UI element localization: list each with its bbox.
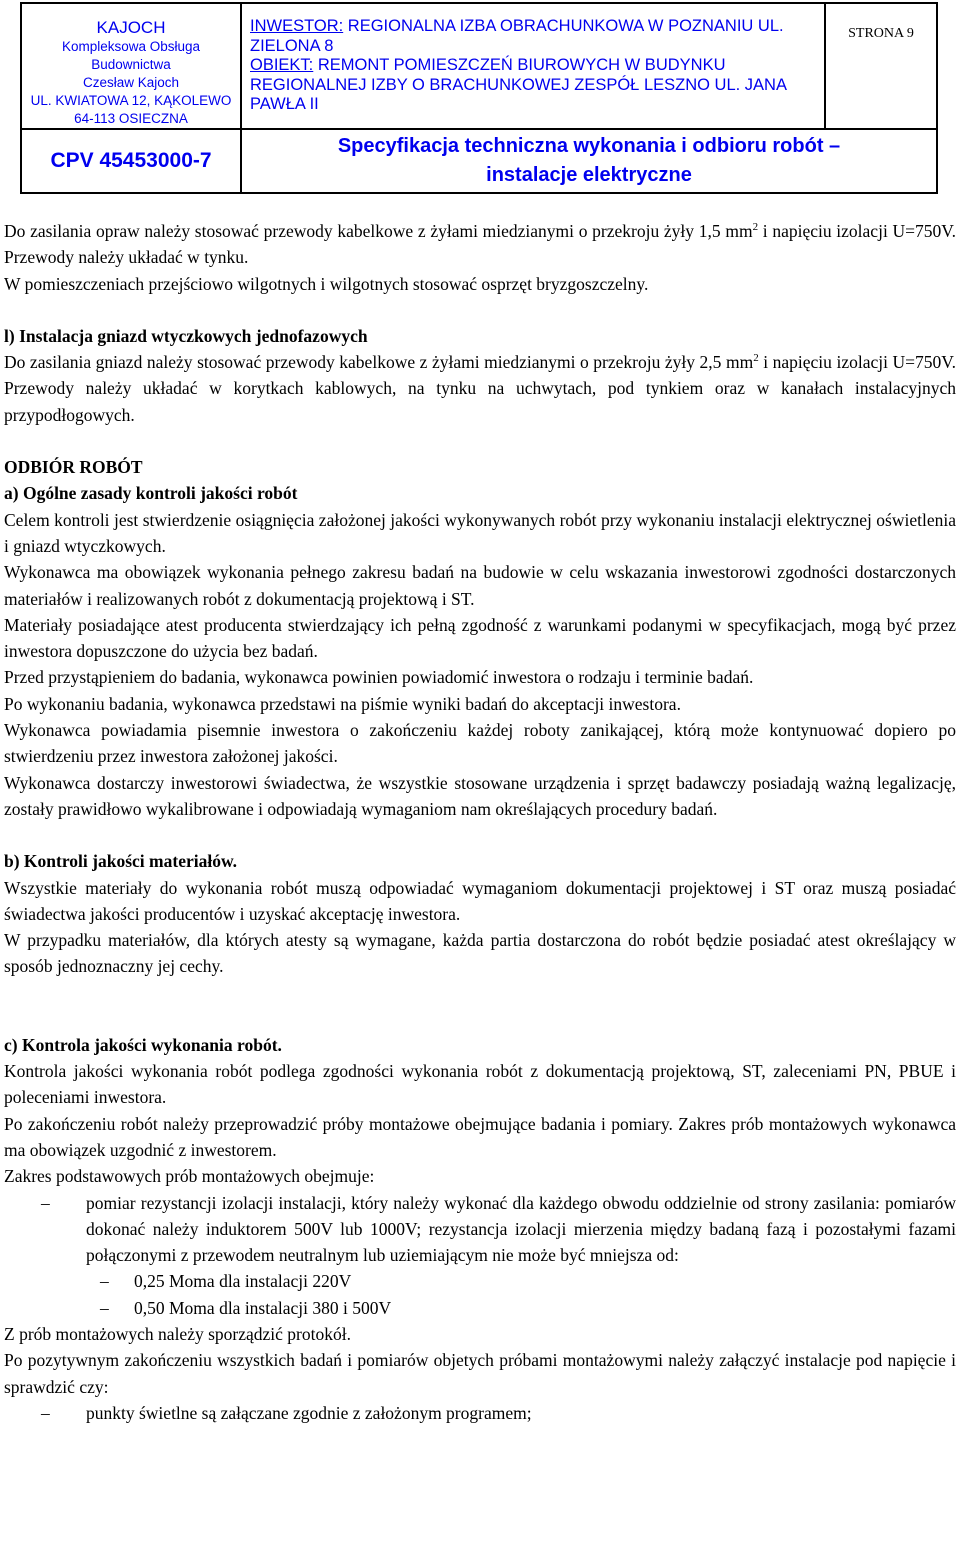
section-heading: l) Instalacja gniazd wtyczkowych jednofazowych <box>4 325 368 346</box>
company-box <box>21 3 241 129</box>
superscript: 2 <box>752 221 759 234</box>
company-address: UL. KWIATOWA 12, KĄKOLEWO <box>30 93 232 108</box>
list-item: – punkty świetlne są załączane zgodnie z założonym programem; <box>4 1400 956 1426</box>
company-line: Kompleksowa Obsługa <box>61 39 201 54</box>
object-name: REMONT POMIESZCZEŃ BIUROWYCH W BUDYNKU REGIONALNEJ IZBY O BRACHUNKOWEJ ZESPÓŁ LESZNO UL. JANA PAWŁA II <box>250 56 787 113</box>
unit-text: mm <box>725 352 754 373</box>
object-label: OBIEKT: <box>250 56 314 74</box>
paragraph <box>4 218 956 271</box>
paragraph: Wykonawca powiadamia pisemnie inwestora o zakończeniu każdej roboty zanikającej, którą może kontynuować dopiero po stwierdzeniu przez inwestora założonej jakości. <box>4 720 956 767</box>
paragraph: Celem kontroli jest stwierdzenie osiągnięcia założonej jakości wykonywanych robót przy wykonaniu instalacji elektrycznej oświetlenia i gniazd wtyczkowych. <box>4 509 956 556</box>
paragraph <box>4 349 956 428</box>
cpv-box <box>21 129 241 193</box>
cpv-code: CPV 45453000-7 <box>50 149 212 172</box>
paragraph: Wykonawca ma obowiązek wykonania pełnego zakresu badań na budowie w celu wskazania inwestorowi zgodności dostarczonych materiałów i realizowanych robót z dokumentacją projektową i ST. <box>4 562 956 609</box>
paragraph: Materiały posiadające atest producenta stwierdzający ich pełną zgodność z warunkami podanymi w specyfikacjach, mogą być przez inwestora dopuszczone do użycia bez badań. <box>4 614 956 662</box>
document-body <box>4 218 956 1426</box>
spec-subtitle: instalacje elektryczne <box>486 164 692 186</box>
paragraph-text: Do zasilania opraw należy stosować przewody kabelkowe z żyłami miedzianymi o przekroju żyły 1,5 <box>4 221 721 241</box>
paragraph: W przypadku materiałów, dla których atesty są wymagane, każda partia dostarczona do robót będzie posiadać atest określający w sposób jednoznaczny jej cechy. <box>4 930 956 977</box>
paragraph: Po zakończeniu robót należy przeprowadzić próby montażowe obejmujące badania i pomiary. Zakres prób montażowych wykonawca ma obowiązek uzgodnić z inwestorem. <box>4 1113 956 1160</box>
subsection-heading: b) Kontroli jakości materiałów. <box>4 851 237 872</box>
section-heading: ODBIÓR ROBÓT <box>4 457 143 478</box>
list-item: – pomiar rezystancji izolacji instalacji, który należy wykonać dla każdego obwodu oddzielnie od strony zasilania: pomiarów dokonać należy induktorem 500V lub 1000V; rezystancja izolacji mierzenia między badaną fazą i pozostałymi fazami połączonymi z przewodem neutralnym lub uziemiającym nie może być mniejsza od: <box>4 1190 956 1269</box>
subsection-heading: c) Kontrola jakości wykonania robót. <box>4 1034 282 1055</box>
subsection-heading: a) Ogólne zasady kontroli jakości robót <box>4 483 298 504</box>
paragraph: Po wykonaniu badania, wykonawca przedstawi na piśmie wyniki badań do akceptacji inwestora. <box>4 693 681 714</box>
sub-list-item: – 0,25 Moma dla instalacji 220V <box>4 1268 956 1294</box>
sub-list-item: – 0,50 Moma dla instalacji 380 i 500V <box>4 1295 956 1321</box>
investor-box <box>241 3 825 129</box>
company-line: Budownictwa <box>91 57 171 72</box>
unit-text: mm <box>725 221 753 241</box>
paragraph: Wszystkie materiały do wykonania robót muszą odpowiadać wymaganiom dokumentacji projektowej i ST oraz muszą posiadać świadectwa jakości producentów i uzyskać akceptację inwestora. <box>4 877 956 924</box>
company-postcode: 64-113 OSIECZNA <box>74 111 188 126</box>
paragraph: Wykonawca dostarczy inwestorowi świadectwa, że wszystkie stosowane urządzenia i sprzęt badawczy posiadają ważną legalizację, zostały prawidłowo wykalibrowane i odpowiadają wymaganiom nam określających procedury badań. <box>4 772 956 819</box>
company-name: KAJOCH <box>96 18 166 37</box>
investor-name: REGIONALNA IZBA OBRACHUNKOWA W POZNANIU UL. ZIELONA 8 <box>250 17 784 55</box>
paragraph: Z prób montażowych należy sporządzić protokół. <box>4 1323 351 1344</box>
paragraph: Przed przystąpieniem do badania, wykonawca powinien powiadomić inwestora o rodzaju i terminie badań. <box>4 667 754 688</box>
spec-title: Specyfikacja techniczna wykonania i odbioru robót – <box>337 135 841 157</box>
spec-title-box <box>241 129 937 193</box>
paragraph-text: i napięciu izolacji U=750V. Przewody należy układać w tynku. <box>4 221 957 268</box>
superscript: 2 <box>753 352 759 365</box>
paragraph: W pomieszczeniach przejściowo wilgotnych i wilgotnych stosować osprzęt bryzgoszczelny. <box>4 273 649 294</box>
paragraph: Zakres podstawowych prób montażowych obejmuje: <box>4 1166 375 1187</box>
investor-label: INWESTOR: <box>250 17 344 35</box>
paragraph-text: i napięciu izolacji U=750V. Przewody należy układać w korytkach kablowych, na tynku na uchwytach, pod tynkiem oraz w kanałach instalacyjnych przypodłogowych. <box>4 352 957 425</box>
page-number-box <box>825 3 937 129</box>
paragraph: Po pozytywnym zakończeniu wszystkich badań i pomiarów objetych próbami montażowymi należy załączyć instalacje pod napięcie i sprawdzić czy: <box>4 1350 956 1397</box>
paragraph-text: Do zasilania gniazd należy stosować przewody kabelkowe z żyłami miedzianymi o przekroju żyły 2,5 <box>4 352 722 373</box>
page-number: STRONA 9 <box>848 26 914 41</box>
paragraph: Kontrola jakości wykonania robót podlega zgodności wykonania robót z dokumentacją projektową, ST, zaleceniami PN, PBUE i poleceniami inwestora. <box>4 1061 956 1108</box>
company-line: Czesław Kajoch <box>82 75 180 90</box>
document-header <box>20 2 938 194</box>
